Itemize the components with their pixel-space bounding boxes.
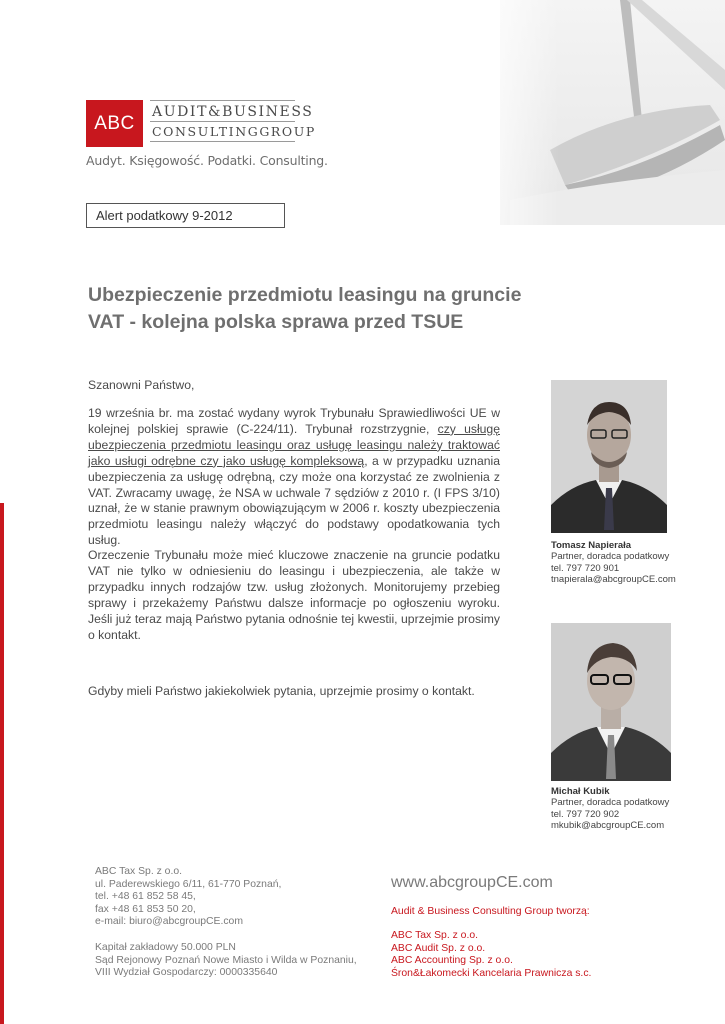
greeting: Szanowni Państwo, [88,378,195,392]
contact-name-2: Michał Kubik [551,786,610,797]
logo-bottom-rule [150,141,295,142]
footer-fax: fax +48 61 853 50 20, [95,903,196,915]
contact-role-1: Partner, doradca podatkowy [551,551,670,562]
footer-address: ul. Paderewskiego 6/11, 61-770 Poznań, [95,878,282,890]
contact-photo-2 [551,623,671,781]
logo-line1: AUDIT&BUSINESS [152,104,314,120]
logo-mid-rule [150,121,295,122]
document-title [88,282,608,336]
paragraph-3: Gdyby mieli Państwo jakiekolwiek pytania, uprzejmie prosimy o kontakt. [88,684,475,698]
paragraph-2: Orzeczenie Trybunału może mieć kluczowe znaczenie na gruncie podatku VAT nie tylko w odniesieniu do leasingu i ubezpieczenia, ale także w przypadku innych rodzajów tzw. usług złożonych. Monitorujemy przebieg sprawy i przekażemy Państwu dalsze informacje po ogłoszeniu wyroku. Jeśli już teraz mają Państwo pytania odnośnie tej kwestii, uprzejmie prosimy o kontakt. [88,548,500,642]
footer-court: Sąd Rejonowy Poznań Nowe Miasto i Wilda w Poznaniu, [95,954,357,966]
footer-group-item: ABC Tax Sp. z o.o. [391,930,479,941]
contact-email-1[interactable]: tnapierala@abcgroupCE.com [551,574,676,585]
tagline: Audyt. Księgowość. Podatki. Consulting. [86,153,328,168]
sailboat-image [470,0,725,225]
logo-line2: CONSULTINGGROUP [152,124,316,139]
contact-name-1: Tomasz Napierała [551,540,632,551]
footer-website-link[interactable]: www.abcgroupCE.com [391,874,553,891]
paragraph-1 [88,406,500,549]
logo-mark [86,100,143,147]
contact-card-1 [551,540,721,586]
footer-group-item: ABC Accounting Sp. z o.o. [391,955,513,966]
contact-photo-1 [551,380,667,533]
alert-label-box [86,203,285,228]
logo-top-rule [150,100,295,101]
footer-email[interactable]: e-mail: biuro@abcgroupCE.com [95,916,243,927]
contact-email-2[interactable]: mkubik@abcgroupCE.com [551,820,665,831]
contact-card-2 [551,786,721,832]
footer-company: ABC Tax Sp. z o.o. [95,866,183,877]
contact-phone-1: tel. 797 720 901 [551,562,620,574]
footer-company-info [95,866,281,929]
footer-group-item: ABC Audit Sp. z o.o. [391,942,486,954]
title-line1: Ubezpieczenie przedmiotu leasingu na gruncie [88,284,522,306]
footer-dept: VIII Wydział Gospodarczy: 0000335640 [95,967,278,978]
title-line2: VAT - kolejna polska sprawa przed TSUE [88,311,464,333]
logo-abbr: ABC [94,112,135,134]
alert-label: Alert podatkowy 9-2012 [96,208,233,223]
footer-tel: tel. +48 61 852 58 45, [95,891,196,902]
footer-capital: Kapitał zakładowy 50.000 PLN [95,942,236,953]
contact-phone-2: tel. 797 720 902 [551,808,620,820]
paragraph-1-underlined: czy usługę ubezpieczenia przedmiotu leasingu oraz usługę leasingu należy traktować jako usługi odrębne czy jako usługę kompleksową [88,421,500,468]
side-accent-bar [0,503,4,1024]
paragraph-1-part1: 19 września br. ma zostać wydany wyrok Trybunału Sprawiedliwości UE w kolejnej polskiej sprawie (C-224/11). Trybunał rozstrzygnie, [88,406,500,436]
footer-group-heading: Audit & Business Consulting Group tworzą: [391,906,590,917]
footer-group-list [391,930,591,980]
paragraph-1-part2: , a w przypadku uznania ubezpieczenia za usługę odrębną, czy może ona korzystać ze zwolnienia z VAT. Zwracamy uwagę, że NSA w uchwale 7 sędziów z 2010 r. (I FPS 3/10) uznał, że w stanie prawnym obowiązującym w 2006 r. koszty ubezpieczenia przedmiotu leasingu należy włączyć do podstawy opodatkowania tych usług. [88,453,500,548]
contact-role-2: Partner, doradca podatkowy [551,797,670,808]
footer-group-item: Śron&Łakomecki Kancelaria Prawnicza s.c. [391,967,592,979]
footer-registration [95,942,357,980]
